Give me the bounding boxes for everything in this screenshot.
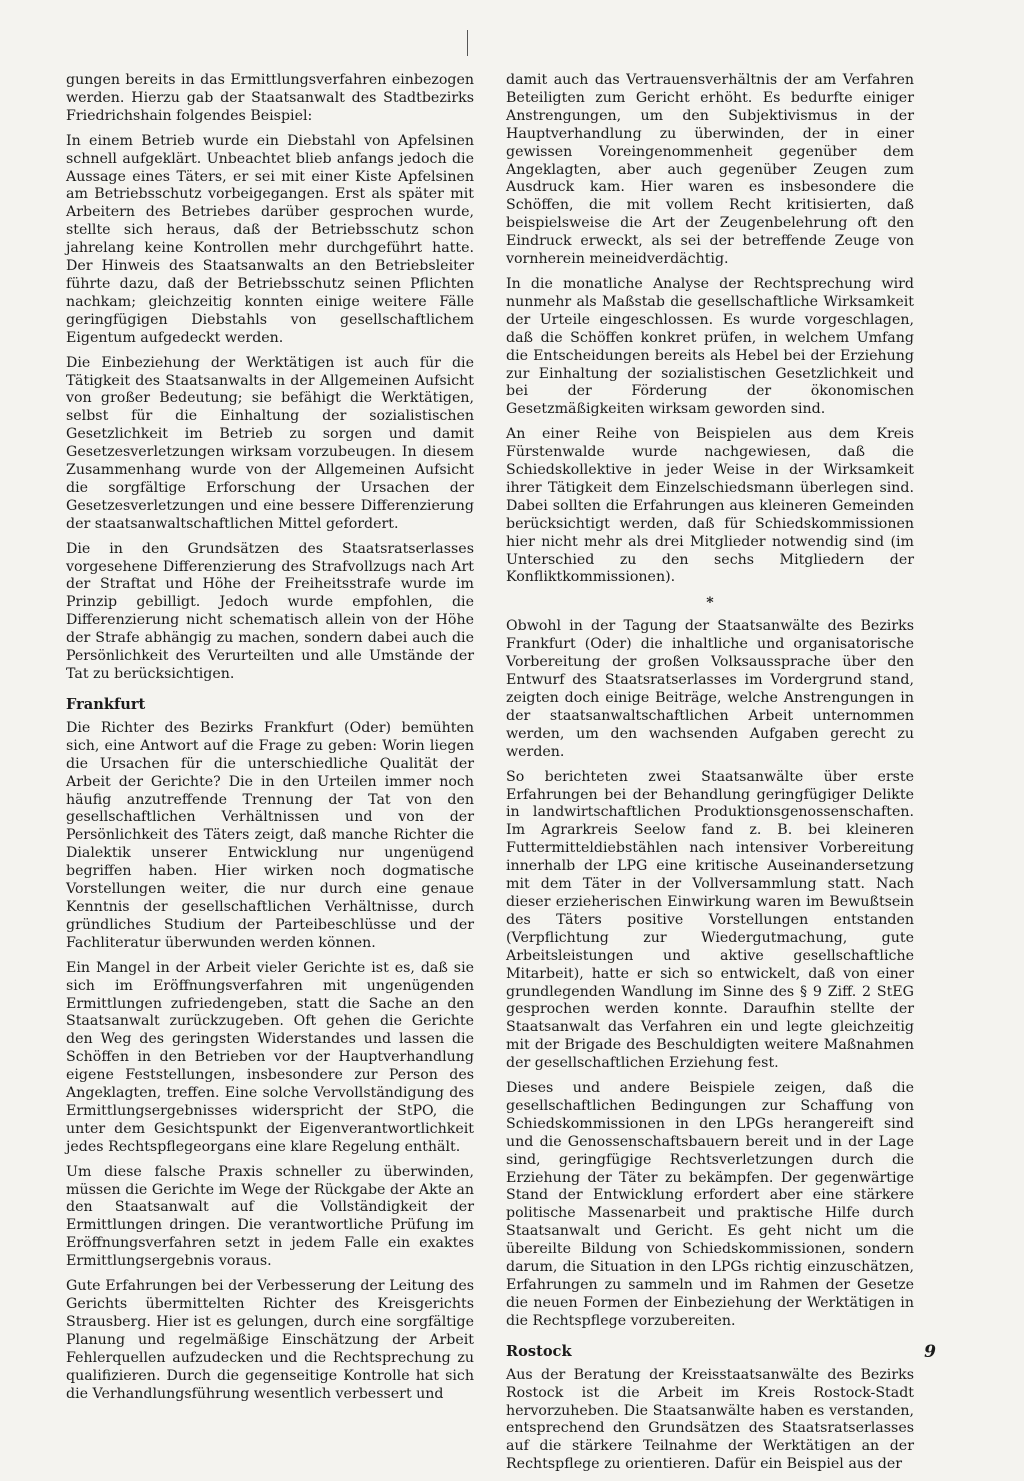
section-heading-frankfurt: Frankfurt (66, 695, 146, 713)
page-number: 9 (924, 1342, 936, 1362)
paragraph: An einer Reihe von Beispielen aus dem Kreis Fürstenwalde wurde nachgewiesen, daß die Schiedskollektive in jeder Weise in der Wirksamkeit ihrer Tätigkeit dem Einzelschiedsmann überlegen sind. Dabei sollten die Erfahrungen aus kleineren Gemeinden berücksichtigt werden, daß für Schiedskommissionen hier nicht mehr als drei Mitglieder notwendig sind (im Unterschied zu den sechs Mitgliedern der Konfliktkommissionen). (506, 426, 914, 586)
paragraph: Dieses und andere Beispiele zeigen, daß die gesellschaftlichen Bedingungen zur Schaffung von Schiedskommissionen in den LPGs herangereift sind und die Genossenschaftsbauern bereit und in der Lage sind, geringfügige Rechtsverletzungen durch die Erziehung der Täter zu bekämpfen. Der gegenwärtige Stand der Entwicklung erfordert aber eine stärkere politische Massenarbeit und praktische Hilfe durch Staatsanwalt und Gericht. Es geht nicht um die übereilte Bildung von Schiedskommissionen, sondern darum, die Situation in den LPGs richtig einzuschätzen, Erfahrungen zu sammeln und im Rahmen der Gesetze die neuen Formen der Einbeziehung der Werktätigen in die Rechtspflege vorzubereiten. (506, 1080, 914, 1329)
scan-mark (467, 30, 468, 56)
paragraph: Obwohl in der Tagung der Staatsanwälte des Bezirks Frankfurt (Oder) die inhaltliche und organisatorische Vorbereitung der großen Volksaussprache über den Entwurf des Staatsratserlasses im Vordergrund stand, zeigten doch einige Beiträge, welche Anstrengungen in der staatsanwaltschaftlichen Arbeit unternommen werden, um den wachsenden Aufgaben gerecht zu werden. (506, 618, 914, 760)
right-column (506, 72, 914, 1481)
paragraph: Gute Erfahrungen bei der Verbesserung der Leitung des Gerichts übermittelten Richter des Kreisgerichts Strausberg. Hier ist es gelungen, durch eine sorgfältige Planung und regelmäßige Einschätzung der Arbeit Fehlerquellen aufzudecken und die Rechtsprechung zu qualifizieren. Durch die gegenseitige Kontrolle hat sich die Verhandlungsführung wesentlich verbessert und (66, 1278, 474, 1402)
paragraph: Die Einbeziehung der Werktätigen ist auch für die Tätigkeit des Staatsanwalts in der Allgemeinen Aufsicht von großer Bedeutung; sie befähigt die Werktätigen, selbst für die Einhaltung der sozialistischen Gesetzlichkeit im Betrieb zu sorgen und damit Gesetzesverletzungen wirksam vorzubeugen. In diesem Zusammenhang wurde von der Allgemeinen Aufsicht die sorgfältige Erforschung der Ursachen der Gesetzesverletzungen und eine bessere Differenzierung der staatsanwaltschaftlichen Mittel gefordert. (66, 354, 474, 532)
paragraph: So berichteten zwei Staatsanwälte über erste Erfahrungen bei der Behandlung geringfügiger Delikte in landwirtschaftlichen Produktionsgenossenschaften. Im Agrarkreis Seelow fand z. B. bei kleineren Futtermitteldiebstählen nach intensiver Vorbereitung innerhalb der LPG eine kritische Auseinandersetzung mit dem Täter in der Vollversammlung statt. Nach dieser erzieherischen Einwirkung waren im Bewußtsein des Täters positive Vorstellungen entstanden (Verpflichtung zur Wiedergutmachung, gute Arbeitsleistungen und aktive gesellschaftliche Mitarbeit), hatte er sich so entwickelt, daß von einer grundlegenden Wandlung im Sinne des § 9 Ziff. 2 StEG gesprochen werden konnte. Daraufhin stellte der Staatsanwalt das Verfahren ein und legte gleichzeitig mit der Brigade des Beschuldigten weitere Maßnahmen der gesellschaftlichen Erziehung fest. (506, 768, 914, 1072)
paragraph: In die monatliche Analyse der Rechtsprechung wird nunmehr als Maßstab die gesellschaftliche Wirksamkeit der Urteile eingeschlossen. Es wurde vorgeschlagen, daß die Schöffen konkret prüfen, in welchem Umfang die Entscheidungen bereits als Hebel bei der Erziehung zur Einhaltung der sozialistischen Gesetzlichkeit und bei der Förderung der ökonomischen Gesetzmäßigkeiten wirksam geworden sind. (506, 275, 914, 418)
paragraph: Die Richter des Bezirks Frankfurt (Oder) bemühten sich, eine Antwort auf die Frage zu geben: Worin liegen die Ursachen für die unterschiedliche Qualität der Arbeit der Gerichte? Die in den Urteilen immer noch häufig anzutreffende Trennung der Tat von den gesellschaftlichen Verhältnissen und von der Persönlichkeit des Täters zeigt, daß manche Richter die Dialektik unserer Entwicklung nur ungenügend begriffen haben. Hier wirken noch dogmatische Vorstellungen weiter, die nur durch eine genaue Kenntnis der gesellschaftlichen Verhältnisse, durch gründliches Studium der Parteibeschlüsse und der Fachliteratur überwunden werden können. (66, 719, 474, 951)
paragraph: Ein Mangel in der Arbeit vieler Gerichte ist es, daß sie sich im Eröffnungsverfahren mit ungenügenden Ermittlungen zufriedengeben, statt die Sache an den Staatsanwalt zurückzugeben. Oft gehen die Gerichte den Weg des geringsten Widerstandes und lassen die Schöffen in den Betrieben vor der Hauptverhandlung eigene Feststellungen, insbesondere zur Person des Angeklagten, treffen. Eine solche Vervollständigung des Ermittlungsergebnisses widerspricht der StPO, die unter dem Gesichtspunkt der Eigenverantwortlichkeit jedes Rechtspflegeorgans eine klare Regelung enthält. (66, 959, 474, 1155)
paragraph: Die in den Grundsätzen des Staatsratserlasses vorgesehene Differenzierung des Strafvollzugs nach Art der Straftat und Höhe der Freiheitsstrafe wurde im Prinzip gebilligt. Jedoch wurde empfohlen, die Differenzierung nicht schematisch allein von der Höhe der Strafe abhängig zu machen, sondern dabei auch die Persönlichkeit des Verurteilten und alle Umstände der Tat zu berücksichtigen. (66, 540, 474, 682)
paragraph: In einem Betrieb wurde ein Diebstahl von Apfelsinen schnell aufgeklärt. Unbeachtet blieb anfangs jedoch die Aussage eines Täters, er sei mit einer Kiste Apfelsinen am Betriebsschutz vorbeigegangen. Erst als später mit Arbeitern des Betriebes darüber gesprochen wurde, stellte sich heraus, daß der Betriebsschutz schon jahrelang keine Kontrollen mehr durchgeführt hatte. Der Hinweis des Staatsanwalts an den Betriebsleiter führte dazu, daß der Betriebsschutz seinen Pflichten nachkam; gleichzeitig konnten einige weitere Fälle geringfügigen Diebstahls von gesellschaftlichem Eigentum aufgedeckt werden. (66, 132, 474, 346)
paragraph: Aus der Beratung der Kreisstaatsanwälte des Bezirks Rostock ist die Arbeit im Kreis Rostock-Stadt hervorzuheben. Die Staatsanwälte haben es verstanden, entsprechend den Grundsätzen des Staatsratserlasses auf die stärkere Teilnahme der Werktätigen an der Rechtspflege zu orientieren. Dafür ein Beispiel aus der (506, 1366, 914, 1473)
paragraph: damit auch das Vertrauensverhältnis der am Verfahren Beteiligten zum Gericht erhöht. Es bedurfte einiger Anstrengungen, um den Subjektivismus in der Hauptverhandlung zu überwinden, der in einer gewissen Voreingenommenheit gegenüber dem Angeklagten, aber auch gegenüber Zeugen zum Ausdruck kam. Hier waren es insbesondere die Schöffen, die mit vollem Recht kritisierten, daß beispielsweise die Art der Zeugenbelehrung oft den Eindruck erweckt, als sei der betreffende Zeuge von vornherein meineidverdächtig. (506, 72, 914, 268)
paragraph: gungen bereits in das Ermittlungsverfahren einbezogen werden. Hierzu gab der Staatsanwalt des Stadtbezirks Friedrichshain folgendes Beispiel: (66, 72, 474, 124)
left-column (66, 72, 474, 1410)
paragraph: Um diese falsche Praxis schneller zu überwinden, müssen die Gerichte im Wege der Rückgabe der Akte an den Staatsanwalt auf die Vollständigkeit der Ermittlungen dringen. Die verantwortliche Prüfung im Eröffnungsverfahren setzt in jedem Falle ein exaktes Ermittlungsergebnis voraus. (66, 1163, 474, 1270)
section-separator: * (706, 595, 714, 612)
section-heading-rostock: Rostock (506, 1342, 572, 1360)
